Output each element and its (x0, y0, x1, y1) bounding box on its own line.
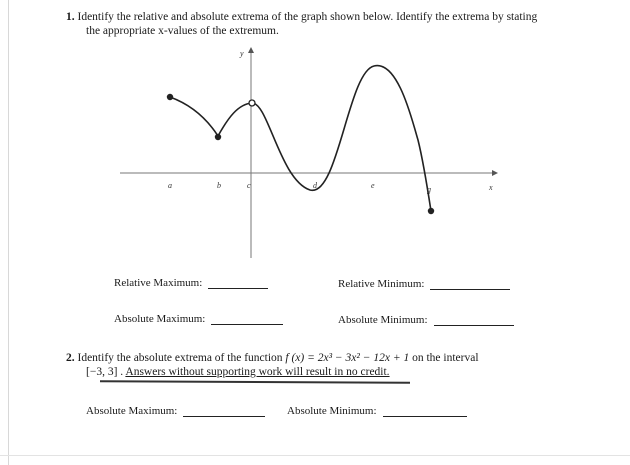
question-1 (66, 10, 606, 38)
q2-absolute-minimum-row (287, 405, 467, 417)
absolute-minimum-blank[interactable] (434, 314, 514, 326)
q2-absolute-minimum-blank[interactable] (383, 405, 467, 417)
question-1-text-2: the appropriate x-values of the extremum. (86, 25, 279, 37)
question-2 (66, 351, 606, 379)
tick-label-c: c (247, 181, 251, 190)
page-left-edge (8, 0, 9, 465)
question-2-interval: [−3, 3] . (86, 366, 124, 378)
handwritten-underline (100, 380, 410, 384)
relative-minimum-row (338, 278, 510, 290)
tick-label-a: a (168, 181, 172, 190)
question-1-number: 1. (66, 11, 75, 23)
absolute-minimum-row (338, 314, 514, 326)
question-1-line-1 (66, 10, 606, 24)
absolute-minimum-label: Absolute Minimum: (338, 314, 428, 326)
tick-label-g: g (427, 185, 431, 194)
question-2-text-end: on the interval (409, 352, 479, 364)
curve-segment-left (170, 97, 218, 136)
question-2-function: f (x) = 2x³ − 3x² − 12x + 1 (285, 352, 410, 364)
page-bottom-edge (0, 455, 630, 456)
question-2-number: 2. (66, 352, 75, 364)
absolute-maximum-row (114, 313, 283, 325)
relative-maximum-blank[interactable] (208, 277, 268, 289)
absolute-maximum-blank[interactable] (211, 313, 283, 325)
relative-maximum-label: Relative Maximum: (114, 277, 203, 289)
curve-segment-main (218, 66, 431, 211)
tick-label-b: b (217, 181, 221, 190)
question-2-text-1: Identify the absolute extrema of the function (77, 352, 286, 364)
question-1-text-1: Identify the relative and absolute extrema of the graph shown below. Identify the extrema by stating (77, 11, 538, 23)
question-2-line-2 (66, 365, 606, 379)
x-axis-label: x (489, 183, 493, 192)
q2-absolute-maximum-row (86, 405, 265, 417)
point-c-open (249, 100, 255, 106)
tick-label-e: e (371, 181, 375, 190)
question-2-line-1 (66, 351, 606, 365)
endpoint-a-closed (167, 94, 173, 100)
endpoint-g-closed (428, 208, 434, 214)
absolute-maximum-label: Absolute Maximum: (114, 313, 206, 325)
relative-minimum-label: Relative Minimum: (338, 278, 425, 290)
q2-absolute-maximum-blank[interactable] (183, 405, 265, 417)
tick-label-d: d (313, 181, 317, 190)
question-2-warning: Answers without supporting work will result in no credit. (125, 366, 390, 378)
relative-minimum-blank[interactable] (430, 278, 510, 290)
q2-absolute-maximum-label: Absolute Maximum: (86, 405, 178, 417)
y-axis-label: y (240, 49, 244, 58)
q2-absolute-minimum-label: Absolute Minimum: (287, 405, 377, 417)
relative-maximum-row (114, 277, 268, 289)
point-b-closed (215, 134, 221, 140)
